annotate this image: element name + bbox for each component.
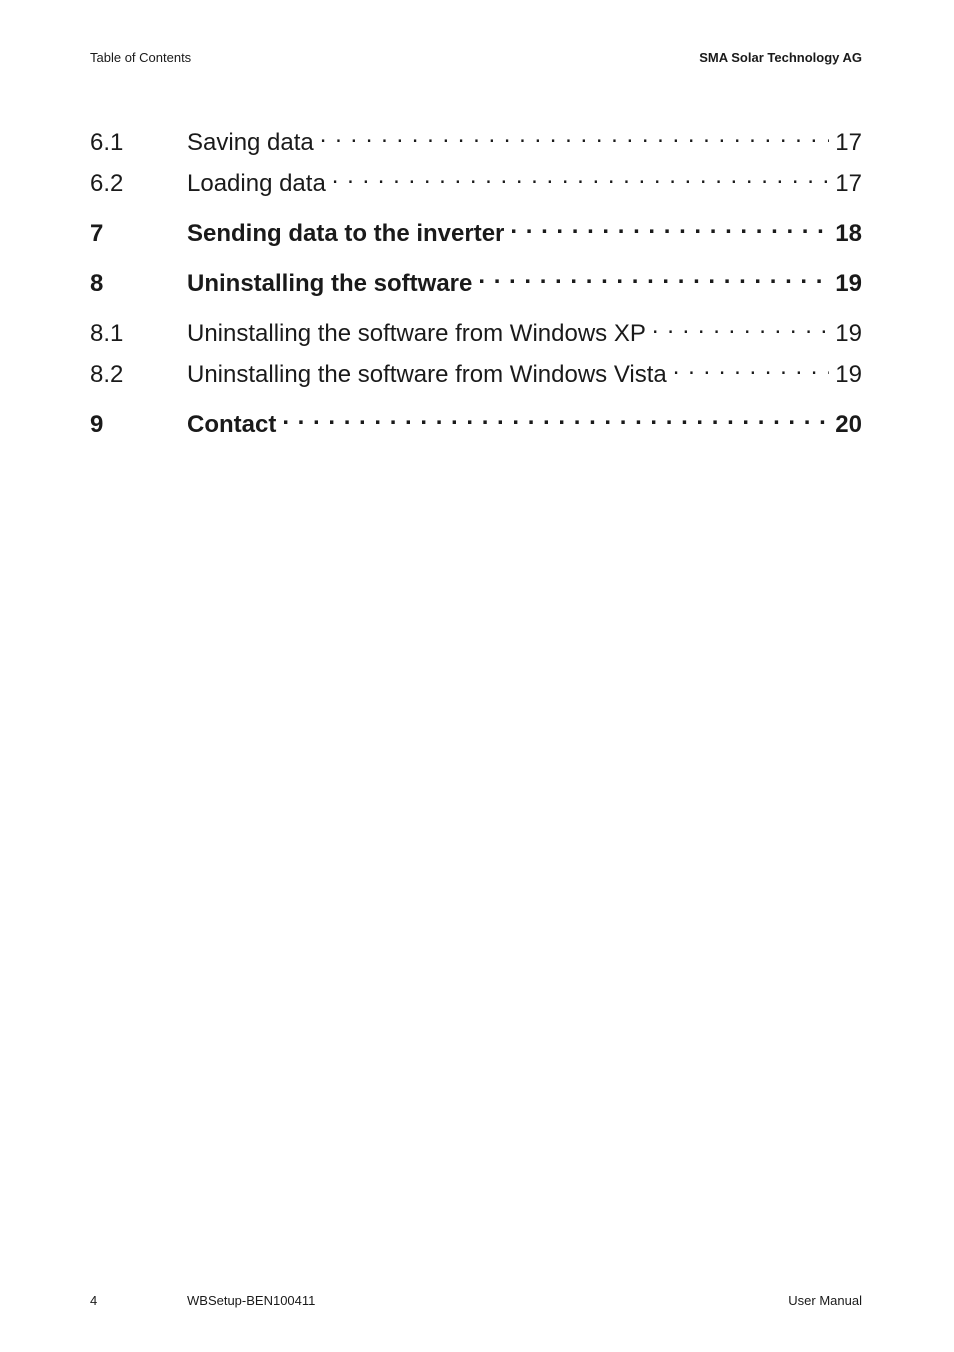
footer-document-type: User Manual bbox=[788, 1293, 862, 1308]
toc-number: 8.1 bbox=[90, 320, 124, 347]
toc-entry-8-2[interactable] bbox=[90, 352, 862, 393]
toc-title: Uninstalling the software from Windows XP bbox=[187, 320, 646, 347]
toc-entry-6-1[interactable] bbox=[90, 120, 862, 161]
header-section-title: Table of Contents bbox=[90, 50, 192, 65]
toc-number: 9 bbox=[90, 411, 104, 438]
toc-dot-leader bbox=[673, 352, 830, 382]
toc-number: 6.2 bbox=[90, 170, 124, 197]
toc-dot-leader bbox=[478, 261, 829, 291]
header-company-name: SMA Solar Technology AG bbox=[699, 50, 862, 65]
toc-page-number: 19 bbox=[835, 270, 862, 297]
toc-title: Loading data bbox=[187, 170, 326, 197]
toc-dot-leader bbox=[320, 120, 830, 150]
toc-page-number: 17 bbox=[835, 170, 862, 197]
toc-entry-8-1[interactable] bbox=[90, 311, 862, 352]
toc-entry-9[interactable] bbox=[90, 393, 862, 452]
table-of-contents bbox=[90, 120, 862, 452]
footer-document-id: WBSetup-BEN100411 bbox=[187, 1293, 316, 1308]
toc-number: 7 bbox=[90, 220, 104, 247]
toc-title: Contact bbox=[187, 411, 277, 438]
toc-dot-leader bbox=[332, 161, 830, 191]
toc-number: 8.2 bbox=[90, 361, 124, 388]
toc-title: Uninstalling the software from Windows Vista bbox=[187, 361, 667, 388]
toc-title: Sending data to the inverter bbox=[187, 220, 505, 247]
toc-entry-6-2[interactable] bbox=[90, 161, 862, 202]
toc-page-number: 20 bbox=[835, 411, 862, 438]
toc-title: Uninstalling the software bbox=[187, 270, 473, 297]
toc-dot-leader bbox=[282, 402, 829, 432]
toc-title: Saving data bbox=[187, 129, 314, 156]
toc-page-number: 17 bbox=[835, 129, 862, 156]
toc-entry-7[interactable] bbox=[90, 202, 862, 261]
footer-page-number: 4 bbox=[90, 1293, 98, 1308]
toc-entry-8[interactable] bbox=[90, 261, 862, 311]
toc-page-number: 19 bbox=[835, 320, 862, 347]
toc-dot-leader bbox=[652, 311, 829, 341]
toc-number: 6.1 bbox=[90, 129, 124, 156]
toc-dot-leader bbox=[510, 211, 829, 241]
toc-page-number: 19 bbox=[835, 361, 862, 388]
toc-number: 8 bbox=[90, 270, 104, 297]
toc-page-number: 18 bbox=[835, 220, 862, 247]
